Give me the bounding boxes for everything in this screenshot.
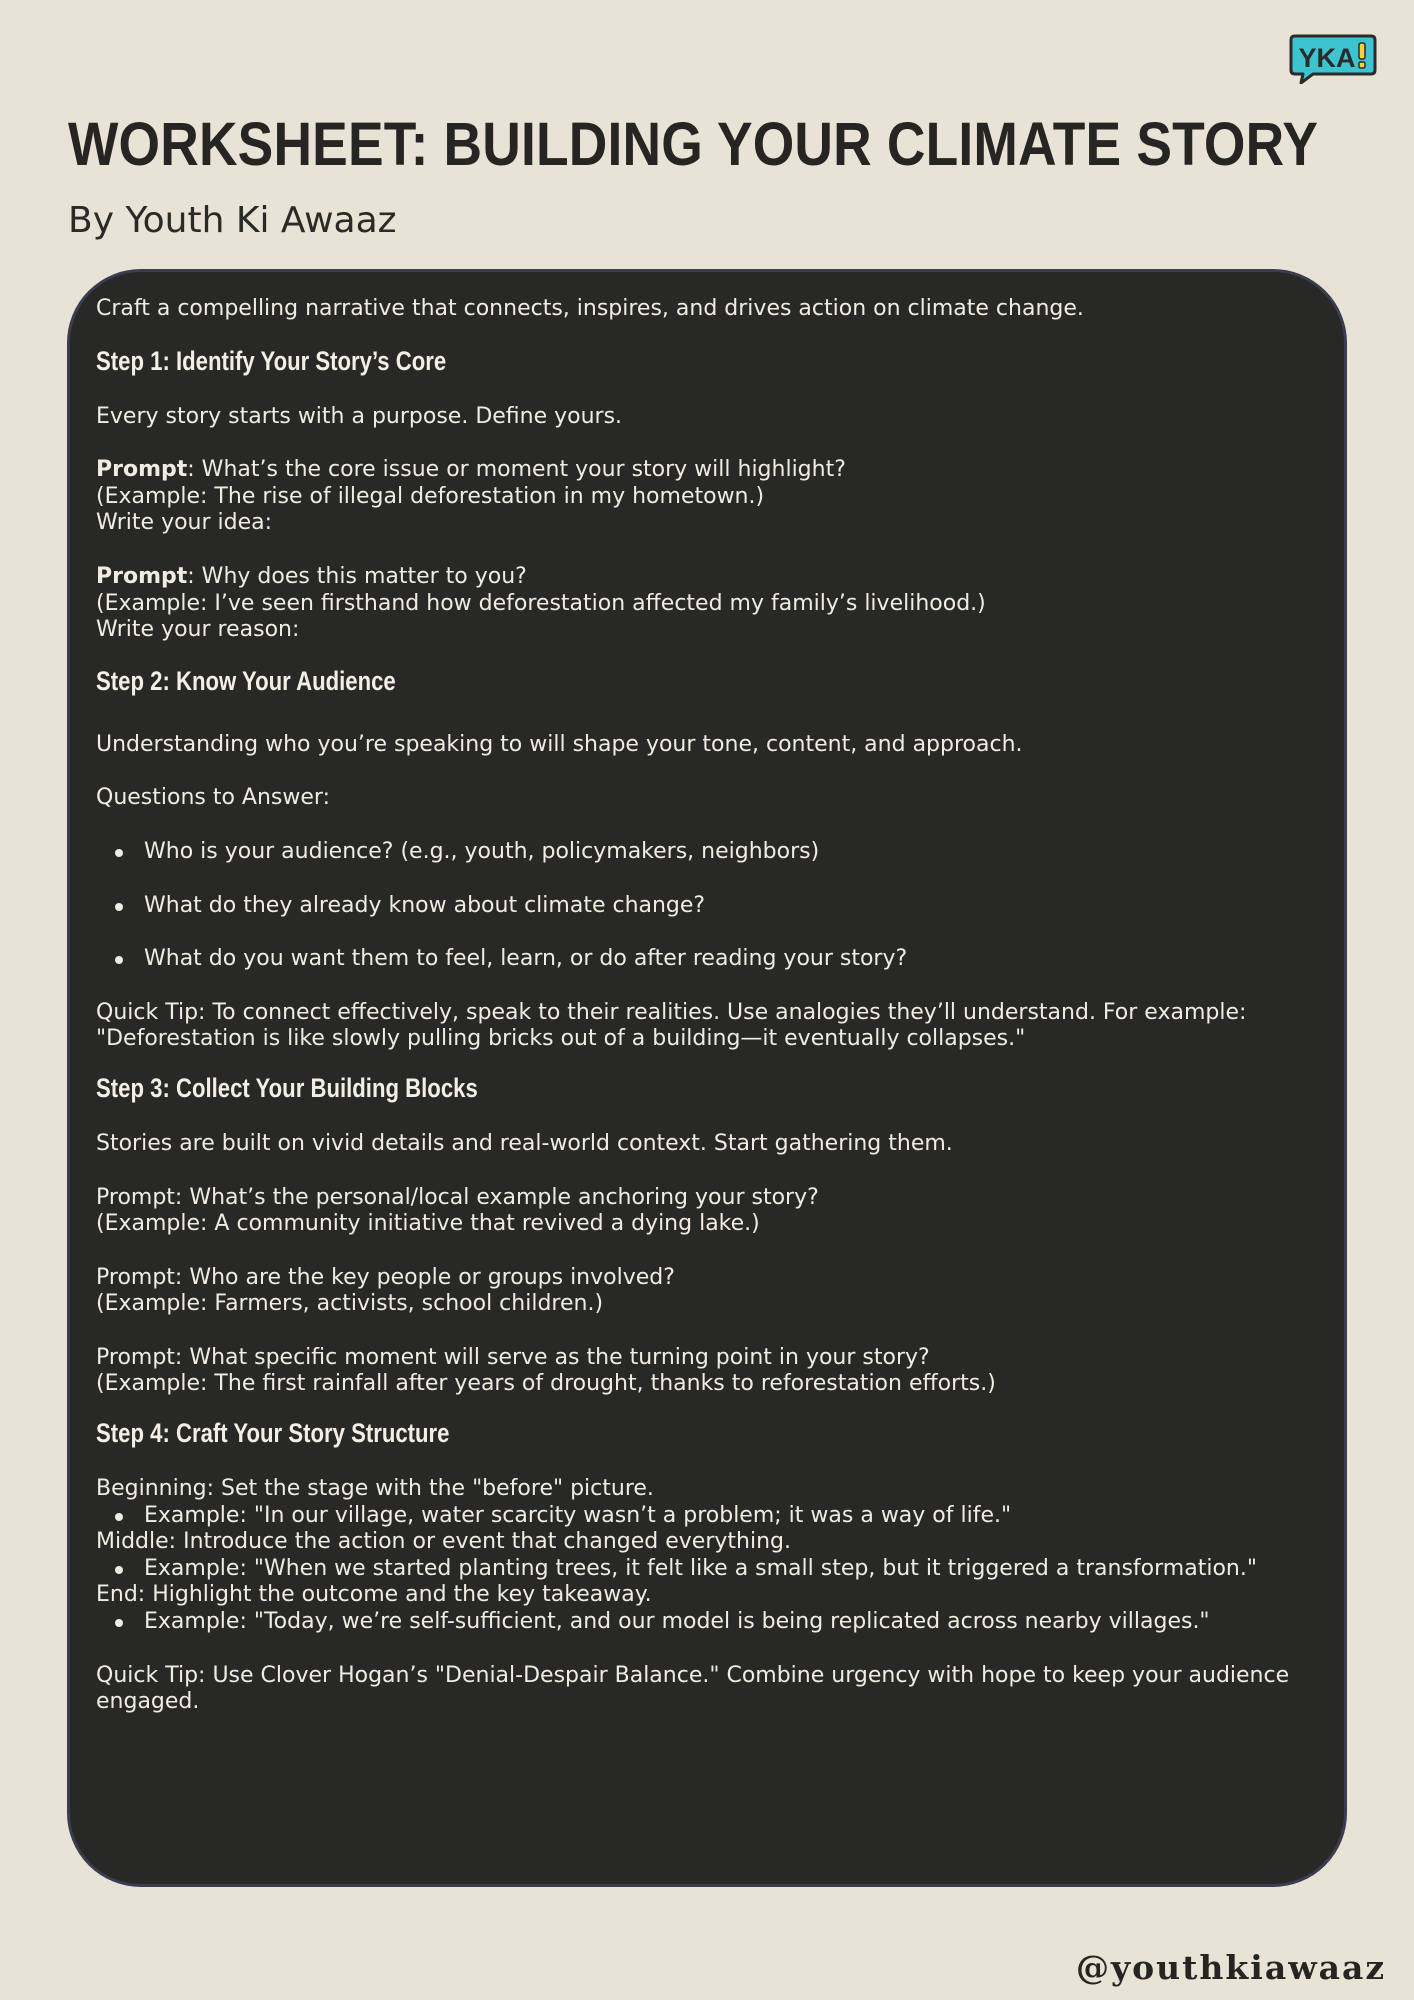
step1-example-1: (Example: The rise of illegal deforestation in my hometown.) bbox=[96, 483, 765, 509]
step4-middle: Middle: Introduce the action or event that changed everything. bbox=[96, 1529, 791, 1555]
worksheet-card bbox=[67, 269, 1347, 1887]
step2-intro: Understanding who you’re speaking to will shape your tone, content, and approach. bbox=[96, 731, 1023, 757]
step3-example-1: (Example: A community initiative that revived a dying lake.) bbox=[96, 1211, 760, 1237]
step1-heading: Step 1: Identify Your Story’s Core bbox=[96, 345, 447, 376]
step3-prompt-1: Prompt: What’s the personal/local example anchoring your story? bbox=[96, 1184, 819, 1210]
step3-prompt-block-2 bbox=[96, 1265, 1318, 1318]
step4-end-examples bbox=[96, 1609, 1318, 1636]
step1-write-idea: Write your idea: bbox=[96, 510, 273, 536]
list-item: Who is your audience? (e.g., youth, policymakers, neighbors) bbox=[96, 839, 1318, 866]
prompt-text: : What’s the core issue or moment your story will highlight? bbox=[187, 457, 846, 483]
step4-quick-tip bbox=[96, 1663, 1318, 1716]
prompt-label: Prompt bbox=[96, 457, 188, 483]
list-item: Example: "In our village, water scarcity wasn’t a problem; it was a way of life." bbox=[96, 1503, 1318, 1530]
step4-structure bbox=[96, 1476, 1318, 1636]
step2-questions-list bbox=[96, 839, 1318, 973]
step1-write-reason: Write your reason: bbox=[96, 617, 300, 643]
page-subtitle: By Youth Ki Awaaz bbox=[68, 200, 397, 241]
step3-example-2: (Example: Farmers, activists, school children.) bbox=[96, 1291, 604, 1317]
prompt-label: Prompt bbox=[96, 563, 188, 589]
step1-intro: Every story starts with a purpose. Define yours. bbox=[96, 403, 623, 429]
tip-line: engaged. bbox=[96, 1689, 200, 1715]
step4-heading: Step 4: Craft Your Story Structure bbox=[96, 1418, 450, 1449]
logo-text: YKA bbox=[1298, 43, 1356, 73]
list-item: Example: "When we started planting trees, it felt like a small step, but it triggered a transformation." bbox=[96, 1556, 1318, 1583]
tip-line: Quick Tip: Use Clover Hogan’s "Denial-Despair Balance." Combine urgency with hope to keep your audience bbox=[96, 1662, 1290, 1688]
step3-intro: Stories are built on vivid details and real-world context. Start gathering them. bbox=[96, 1130, 953, 1156]
step4-end: End: Highlight the outcome and the key takeaway. bbox=[96, 1582, 652, 1608]
worksheet-intro: Craft a compelling narrative that connects, inspires, and drives action on climate change. bbox=[96, 296, 1084, 321]
step3-prompt-block-3 bbox=[96, 1345, 1318, 1398]
prompt-text: : Why does this matter to you? bbox=[187, 563, 527, 589]
step2-heading: Step 2: Know Your Audience bbox=[96, 665, 396, 696]
page-title: WORKSHEET: BUILDING YOUR CLIMATE STORY bbox=[68, 110, 1319, 178]
step4-middle-examples bbox=[96, 1556, 1318, 1583]
list-item: What do they already know about climate change? bbox=[96, 893, 1318, 920]
step2-questions-label: Questions to Answer: bbox=[96, 785, 330, 811]
social-handle: @youthkiawaaz bbox=[1076, 1948, 1387, 1987]
list-item: What do you want them to feel, learn, or do after reading your story? bbox=[96, 946, 1318, 973]
step1-prompt-block-2 bbox=[96, 564, 1318, 644]
step3-prompt-block-1 bbox=[96, 1185, 1318, 1238]
step1-prompt-block-1 bbox=[96, 457, 1318, 537]
yka-logo bbox=[1289, 34, 1377, 84]
step2-quick-tip bbox=[96, 1000, 1318, 1053]
list-item: Example: "Today, we’re self-sufficient, and our model is being replicated across nearby villages." bbox=[96, 1609, 1318, 1636]
step3-prompt-2: Prompt: Who are the key people or groups involved? bbox=[96, 1264, 675, 1290]
tip-line: Quick Tip: To connect effectively, speak to their realities. Use analogies they’ll understand. For example: bbox=[96, 999, 1247, 1025]
step3-prompt-3: Prompt: What specific moment will serve as the turning point in your story? bbox=[96, 1344, 930, 1370]
step1-prompt-1 bbox=[96, 457, 1318, 484]
step4-beginning: Beginning: Set the stage with the "before" picture. bbox=[96, 1476, 654, 1502]
step1-example-2: (Example: I’ve seen firsthand how deforestation affected my family’s livelihood.) bbox=[96, 590, 986, 616]
step4-beginning-examples bbox=[96, 1503, 1318, 1530]
tip-line: "Deforestation is like slowly pulling bricks out of a building—it eventually collapses." bbox=[96, 1026, 1026, 1052]
step3-example-3: (Example: The first rainfall after years of drought, thanks to reforestation efforts.) bbox=[96, 1371, 996, 1397]
step3-heading: Step 3: Collect Your Building Blocks bbox=[96, 1072, 478, 1103]
step1-prompt-2 bbox=[96, 564, 1318, 591]
